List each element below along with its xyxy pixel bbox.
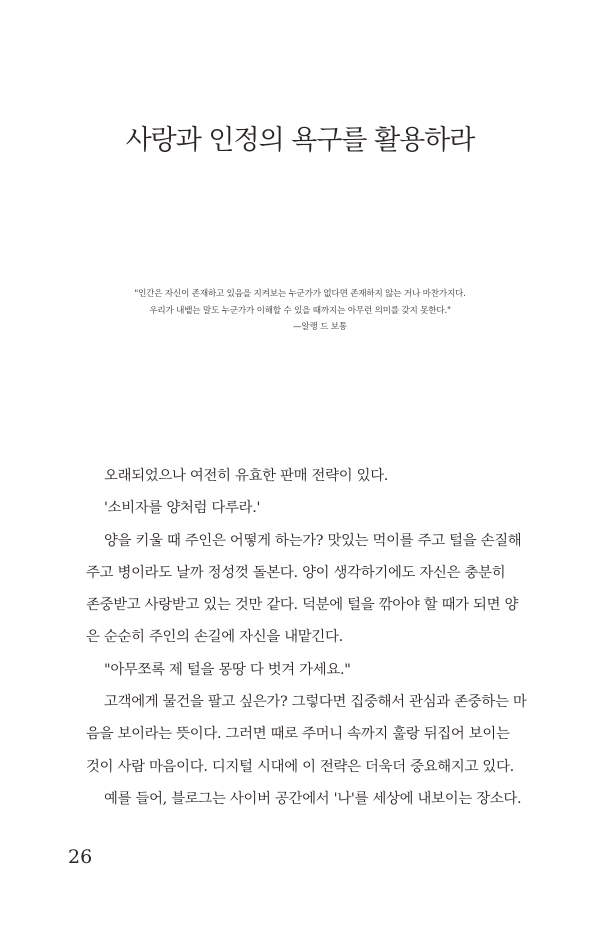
body-line: "아무쪼록 제 털을 몽땅 다 벗겨 가세요.": [104, 661, 351, 678]
epigraph: [80, 286, 520, 336]
body-line: 존중받고 사랑받고 있는 것만 같다. 덕분에 털을 깎아야 할 때가 되면 양: [86, 597, 519, 614]
body-line: 예를 들어, 블로그는 사이버 공간에서 '나'를 세상에 내보이는 장소다.: [104, 790, 522, 807]
body-line: 은 순순히 주인의 손길에 자신을 내맡긴다.: [86, 629, 343, 646]
body-line: 것이 사람 마음이다. 디지털 시대에 이 전략은 더욱더 중요해지고 있다.: [86, 758, 514, 775]
epigraph-attribution: —알랭 드 보통: [293, 322, 347, 332]
body-line: 음을 보이라는 뜻이다. 그러면 때로 주머니 속까지 훌랑 뒤집어 보이는: [86, 726, 510, 743]
page-number: 26: [68, 846, 93, 868]
body-line: 고객에게 물건을 팔고 싶은가? 그렇다면 집중해서 관심과 존중하는 마: [104, 694, 527, 711]
epigraph-line: "인간은 자신이 존재하고 있음을 지켜보는 누군가가 없다면 존재하지 않는 거나 마찬가지다.: [134, 289, 466, 299]
body-line: '소비자를 양처럼 다루라.': [104, 500, 261, 517]
body-line: 주고 병이라도 날까 정성껏 돌본다. 양이 생각하기에도 자신은 충분히: [86, 564, 506, 581]
epigraph-line: 우리가 내뱉는 말도 누군가가 이해할 수 있을 때까지는 아무런 의미를 갖지 못한다.": [149, 305, 451, 316]
body-text: [86, 460, 536, 815]
chapter-title: 사랑과 인정의 욕구를 활용하라: [125, 125, 475, 156]
body-line: 오래되었으나 여전히 유효한 판매 전략이 있다.: [104, 468, 389, 484]
body-line: 양을 키울 때 주인은 어떻게 하는가? 맛있는 먹이를 주고 털을 손질해: [104, 532, 522, 549]
